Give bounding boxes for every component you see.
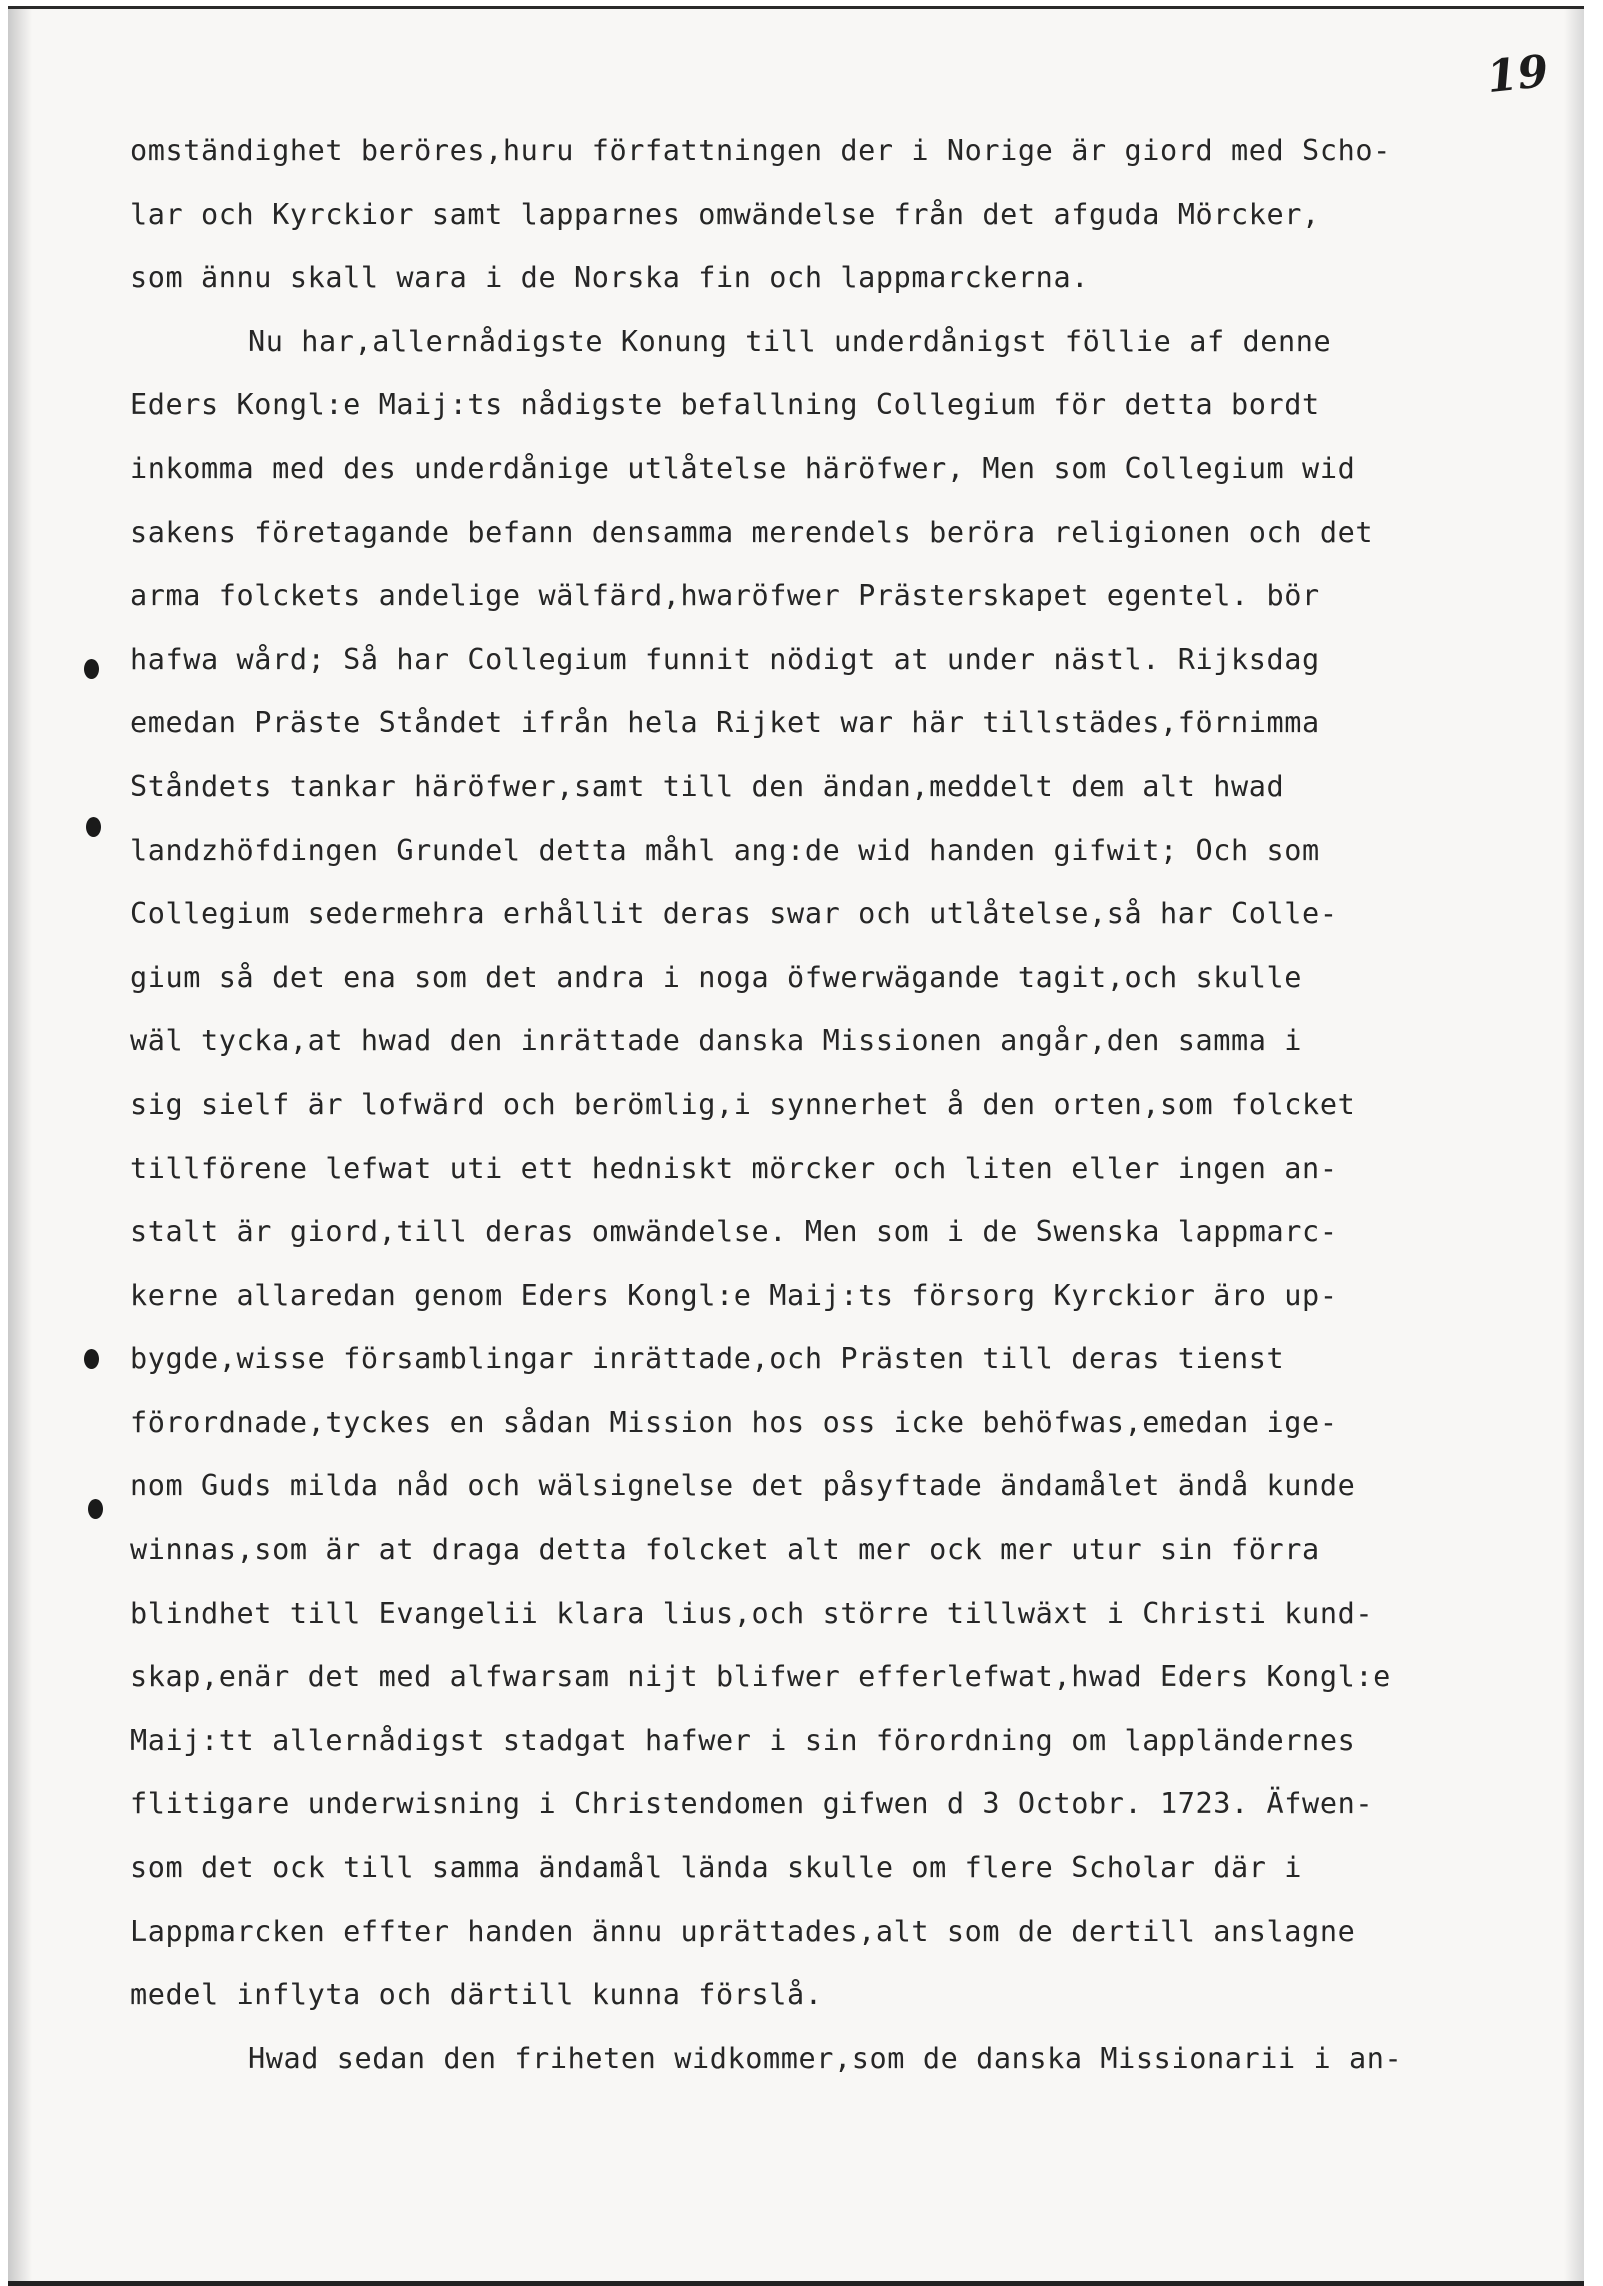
text-line: kerne allaredan genom Eders Kongl:e Maij:ts försorg Kyrckior äro up-: [130, 1278, 1338, 1312]
text-line: Lappmarcken effter handen ännu uprättades,alt som de dertill anslagne: [130, 1914, 1356, 1948]
punch-hole-mark: [88, 1499, 103, 1519]
text-line: wäl tycka,at hwad den inrättade danska Missionen angår,den samma i: [130, 1024, 1303, 1058]
text-line: winnas,som är at draga detta folcket alt mer ock mer utur sin förra: [130, 1533, 1320, 1567]
text-line: arma folckets andelige wälfärd,hwaröfwer Prästerskapet egentel. bör: [130, 579, 1320, 613]
text-line: Eders Kongl:e Maij:ts nådigste befallning Collegium för detta bordt: [130, 388, 1320, 422]
text-line-indented: Hwad sedan den friheten widkommer,som de danska Missionarii i an-: [248, 2041, 1403, 2075]
text-line: stalt är giord,till deras omwändelse. Men som i de Swenska lappmarc-: [130, 1215, 1338, 1249]
text-line: lar och Kyrckior samt lapparnes omwändelse från det afguda Mörcker,: [130, 197, 1320, 231]
text-line: inkomma med des underdånige utlåtelse häröfwer, Men som Collegium wid: [130, 451, 1356, 485]
text-line: hafwa wård; Så har Collegium funnit nödigt at under nästl. Rijksdag: [130, 642, 1320, 676]
text-line: Collegium sedermehra erhållit deras swar och utlåtelse,så har Colle-: [130, 897, 1338, 931]
text-line: skap,enär det med alfwarsam nijt blifwer efferlefwat,hwad Eders Kongl:e: [130, 1660, 1391, 1694]
text-line: förordnade,tyckes en sådan Mission hos oss icke behöfwas,emedan ige-: [130, 1405, 1338, 1439]
text-line: blindhet till Evangelii klara lius,och större tillwäxt i Christi kund-: [130, 1596, 1374, 1630]
punch-hole-mark: [86, 817, 101, 837]
bottom-edge-rule: [8, 2281, 1584, 2286]
scan-shadow-left: [8, 9, 32, 2286]
text-line: sig sielf är lofwärd och berömlig,i synnerhet å den orten,som folcket: [130, 1087, 1356, 1121]
text-line: sakens företagande befann densamma merendels beröra religionen och det: [130, 515, 1374, 549]
punch-hole-mark: [84, 659, 99, 679]
text-line: bygde,wisse församblingar inrättade,och Prästen till deras tienst: [130, 1342, 1285, 1376]
text-line: medel inflyta och därtill kunna förslå.: [130, 1978, 823, 2012]
text-line: landzhöfdingen Grundel detta måhl ang:de wid handen gifwit; Och som: [130, 833, 1320, 867]
text-line: flitigare underwisning i Christendomen gifwen d 3 Octobr. 1723. Äfwen-: [130, 1787, 1374, 1821]
text-line: tillförene lefwat uti ett hedniskt mörcker och liten eller ingen an-: [130, 1151, 1338, 1185]
text-line: Ståndets tankar häröfwer,samt till den ändan,meddelt dem alt hwad: [130, 769, 1285, 803]
document-page: [8, 6, 1584, 2286]
text-line: gium så det ena som det andra i noga öfwerwägande tagit,och skulle: [130, 960, 1303, 994]
typewritten-text-body: [130, 131, 1520, 2102]
text-line: nom Guds milda nåd och wälsignelse det påsyftade ändamålet ändå kunde: [130, 1469, 1356, 1503]
text-line: som ännu skall wara i de Norska fin och lappmarckerna.: [130, 261, 1089, 295]
text-line: emedan Präste Ståndet ifrån hela Rijket war här tillstädes,förnimma: [130, 706, 1320, 740]
text-line: som det ock till samma ändamål lända skulle om flere Scholar där i: [130, 1851, 1303, 1885]
text-line: Maij:tt allernådigst stadgat hafwer i sin förordning om lappländernes: [130, 1723, 1356, 1757]
text-line-indented: Nu har,allernådigste Konung till underdånigst föllie af denne: [248, 324, 1332, 358]
punch-hole-mark: [84, 1349, 99, 1369]
scan-shadow-right: [1564, 9, 1584, 2286]
text-line: omständighet beröres,huru författningen der i Norige är giord med Scho-: [130, 134, 1391, 167]
page-number: 19: [1484, 45, 1551, 104]
